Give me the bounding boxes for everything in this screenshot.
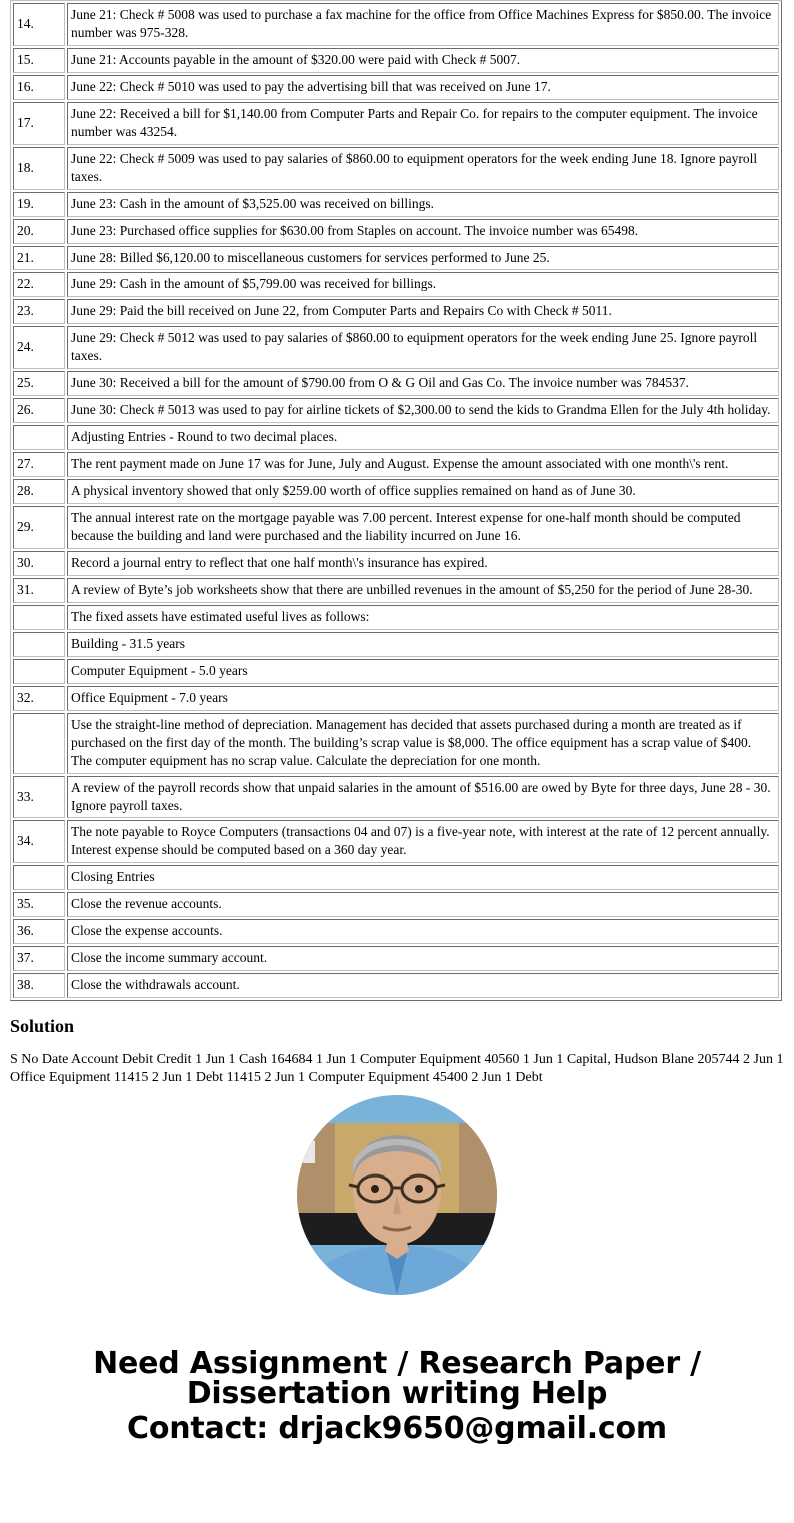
- row-number-cell: [13, 865, 65, 890]
- row-number-cell: [13, 605, 65, 630]
- transactions-table-body: [13, 3, 779, 998]
- row-description-cell: The fixed assets have estimated useful lives as follows:: [67, 605, 779, 630]
- row-number-cell: 20.: [13, 219, 65, 244]
- table-row: [13, 865, 779, 890]
- row-number-cell: [13, 425, 65, 450]
- row-number-cell: 27.: [13, 452, 65, 477]
- promo-line-1: Need Assignment / Research Paper / Dissertation writing Help: [93, 1345, 701, 1411]
- row-description-cell: Building - 31.5 years: [67, 632, 779, 657]
- table-row: [13, 192, 779, 217]
- row-description-cell: Close the revenue accounts.: [67, 892, 779, 917]
- row-number-cell: 18.: [13, 147, 65, 190]
- row-description-cell: Use the straight-line method of depreciation. Management has decided that assets purchased during a month are treated as if purchased on the first day of the month. The building’s scrap value is $8,000. The office equipment has a scrap value of $400. The computer equipment has no scrap value. Calculate the depreciation for one month.: [67, 713, 779, 774]
- row-description-cell: June 29: Cash in the amount of $5,799.00 was received for billings.: [67, 272, 779, 297]
- row-description-cell: Closing Entries: [67, 865, 779, 890]
- row-description-cell: The rent payment made on June 17 was for June, July and August. Expense the amount associated with one month\'s rent.: [67, 452, 779, 477]
- row-number-cell: 31.: [13, 578, 65, 603]
- row-number-cell: 38.: [13, 973, 65, 998]
- table-row: [13, 820, 779, 863]
- table-row: [13, 102, 779, 145]
- row-description-cell: Computer Equipment - 5.0 years: [67, 659, 779, 684]
- row-description-cell: Adjusting Entries - Round to two decimal places.: [67, 425, 779, 450]
- table-row: [13, 299, 779, 324]
- row-description-cell: June 28: Billed $6,120.00 to miscellaneous customers for services performed to June 25.: [67, 246, 779, 271]
- row-number-cell: 15.: [13, 48, 65, 73]
- promo-block: [10, 1345, 784, 1444]
- row-number-cell: 29.: [13, 506, 65, 549]
- table-row: [13, 452, 779, 477]
- row-description-cell: The note payable to Royce Computers (transactions 04 and 07) is a five-year note, with interest at the rate of 12 percent annually. Interest expense should be computed based on a 360 day year.: [67, 820, 779, 863]
- row-number-cell: 35.: [13, 892, 65, 917]
- table-row: [13, 371, 779, 396]
- row-description-cell: June 22: Check # 5010 was used to pay the advertising bill that was received on June 17.: [67, 75, 779, 100]
- table-row: [13, 776, 779, 819]
- table-row: [13, 147, 779, 190]
- row-description-cell: Record a journal entry to reflect that one half month\'s insurance has expired.: [67, 551, 779, 576]
- row-number-cell: 19.: [13, 192, 65, 217]
- row-number-cell: 25.: [13, 371, 65, 396]
- table-row: [13, 632, 779, 657]
- row-number-cell: [13, 713, 65, 774]
- row-number-cell: 14.: [13, 3, 65, 46]
- table-row: [13, 3, 779, 46]
- row-number-cell: 28.: [13, 479, 65, 504]
- profile-photo-icon: [297, 1095, 497, 1295]
- row-description-cell: June 23: Purchased office supplies for $630.00 from Staples on account. The invoice number was 65498.: [67, 219, 779, 244]
- row-description-cell: Close the expense accounts.: [67, 919, 779, 944]
- table-row: [13, 892, 779, 917]
- row-number-cell: 23.: [13, 299, 65, 324]
- table-row: [13, 398, 779, 423]
- row-number-cell: 30.: [13, 551, 65, 576]
- row-description-cell: A review of Byte’s job worksheets show that there are unbilled revenues in the amount of $5,250 for the period of June 28-30.: [67, 578, 779, 603]
- row-number-cell: [13, 632, 65, 657]
- row-description-cell: June 30: Received a bill for the amount of $790.00 from O & G Oil and Gas Co. The invoice number was 784537.: [67, 371, 779, 396]
- row-number-cell: 22.: [13, 272, 65, 297]
- row-description-cell: June 23: Cash in the amount of $3,525.00 was received on billings.: [67, 192, 779, 217]
- row-number-cell: 36.: [13, 919, 65, 944]
- table-row: [13, 479, 779, 504]
- row-description-cell: A review of the payroll records show that unpaid salaries in the amount of $516.00 are owed by Byte for three days, June 28 - 30. Ignore payroll taxes.: [67, 776, 779, 819]
- row-description-cell: June 29: Check # 5012 was used to pay salaries of $860.00 to equipment operators for the week ending June 25. Ignore payroll taxes.: [67, 326, 779, 369]
- table-row: [13, 713, 779, 774]
- table-row: [13, 219, 779, 244]
- table-row: [13, 605, 779, 630]
- row-description-cell: Close the income summary account.: [67, 946, 779, 971]
- row-number-cell: 21.: [13, 246, 65, 271]
- table-row: [13, 551, 779, 576]
- row-number-cell: [13, 659, 65, 684]
- row-description-cell: June 29: Paid the bill received on June 22, from Computer Parts and Repairs Co with Check # 5011.: [67, 299, 779, 324]
- table-row: [13, 946, 779, 971]
- row-description-cell: Close the withdrawals account.: [67, 973, 779, 998]
- table-row: [13, 48, 779, 73]
- row-description-cell: June 30: Check # 5013 was used to pay for airline tickets of $2,300.00 to send the kids to Grandma Ellen for the July 4th holiday.: [67, 398, 779, 423]
- row-description-cell: June 22: Check # 5009 was used to pay salaries of $860.00 to equipment operators for the week ending June 18. Ignore payroll taxes.: [67, 147, 779, 190]
- row-number-cell: 37.: [13, 946, 65, 971]
- table-row: [13, 272, 779, 297]
- table-row: [13, 919, 779, 944]
- avatar: [297, 1095, 497, 1295]
- transactions-table: [10, 0, 782, 1001]
- row-number-cell: 33.: [13, 776, 65, 819]
- table-row: [13, 75, 779, 100]
- row-number-cell: 16.: [13, 75, 65, 100]
- row-description-cell: June 21: Accounts payable in the amount of $320.00 were paid with Check # 5007.: [67, 48, 779, 73]
- row-number-cell: 34.: [13, 820, 65, 863]
- row-number-cell: 24.: [13, 326, 65, 369]
- table-row: [13, 686, 779, 711]
- table-row: [13, 973, 779, 998]
- solution-body-text: S No Date Account Debit Credit 1 Jun 1 Cash 164684 1 Jun 1 Computer Equipment 40560 1 Jun 1 Capital, Hudson Blane 205744 2 Jun 1 Office Equipment 11415 2 Jun 1 Debt 11415 2 Jun 1 Computer Equipment 45400 2 Jun 1 Debt: [10, 1051, 784, 1085]
- row-number-cell: 26.: [13, 398, 65, 423]
- promo-line-2: Contact: drjack9650@gmail.com: [127, 1410, 667, 1444]
- table-row: [13, 506, 779, 549]
- row-number-cell: 17.: [13, 102, 65, 145]
- row-description-cell: June 22: Received a bill for $1,140.00 from Computer Parts and Repair Co. for repairs to the computer equipment. The invoice number was 43254.: [67, 102, 779, 145]
- row-description-cell: June 21: Check # 5008 was used to purchase a fax machine for the office from Office Machines Express for $850.00. The invoice number was 975-328.: [67, 3, 779, 46]
- row-description-cell: A physical inventory showed that only $259.00 worth of office supplies remained on hand as of June 30.: [67, 479, 779, 504]
- table-row: [13, 326, 779, 369]
- table-row: [13, 659, 779, 684]
- table-row: [13, 578, 779, 603]
- row-number-cell: 32.: [13, 686, 65, 711]
- row-description-cell: The annual interest rate on the mortgage payable was 7.00 percent. Interest expense for one-half month should be computed because the building and land were purchased and the liability incurred on June 16.: [67, 506, 779, 549]
- table-row: [13, 425, 779, 450]
- avatar-container: [10, 1095, 784, 1295]
- row-description-cell: Office Equipment - 7.0 years: [67, 686, 779, 711]
- solution-heading: Solution: [10, 1016, 75, 1037]
- table-row: [13, 246, 779, 271]
